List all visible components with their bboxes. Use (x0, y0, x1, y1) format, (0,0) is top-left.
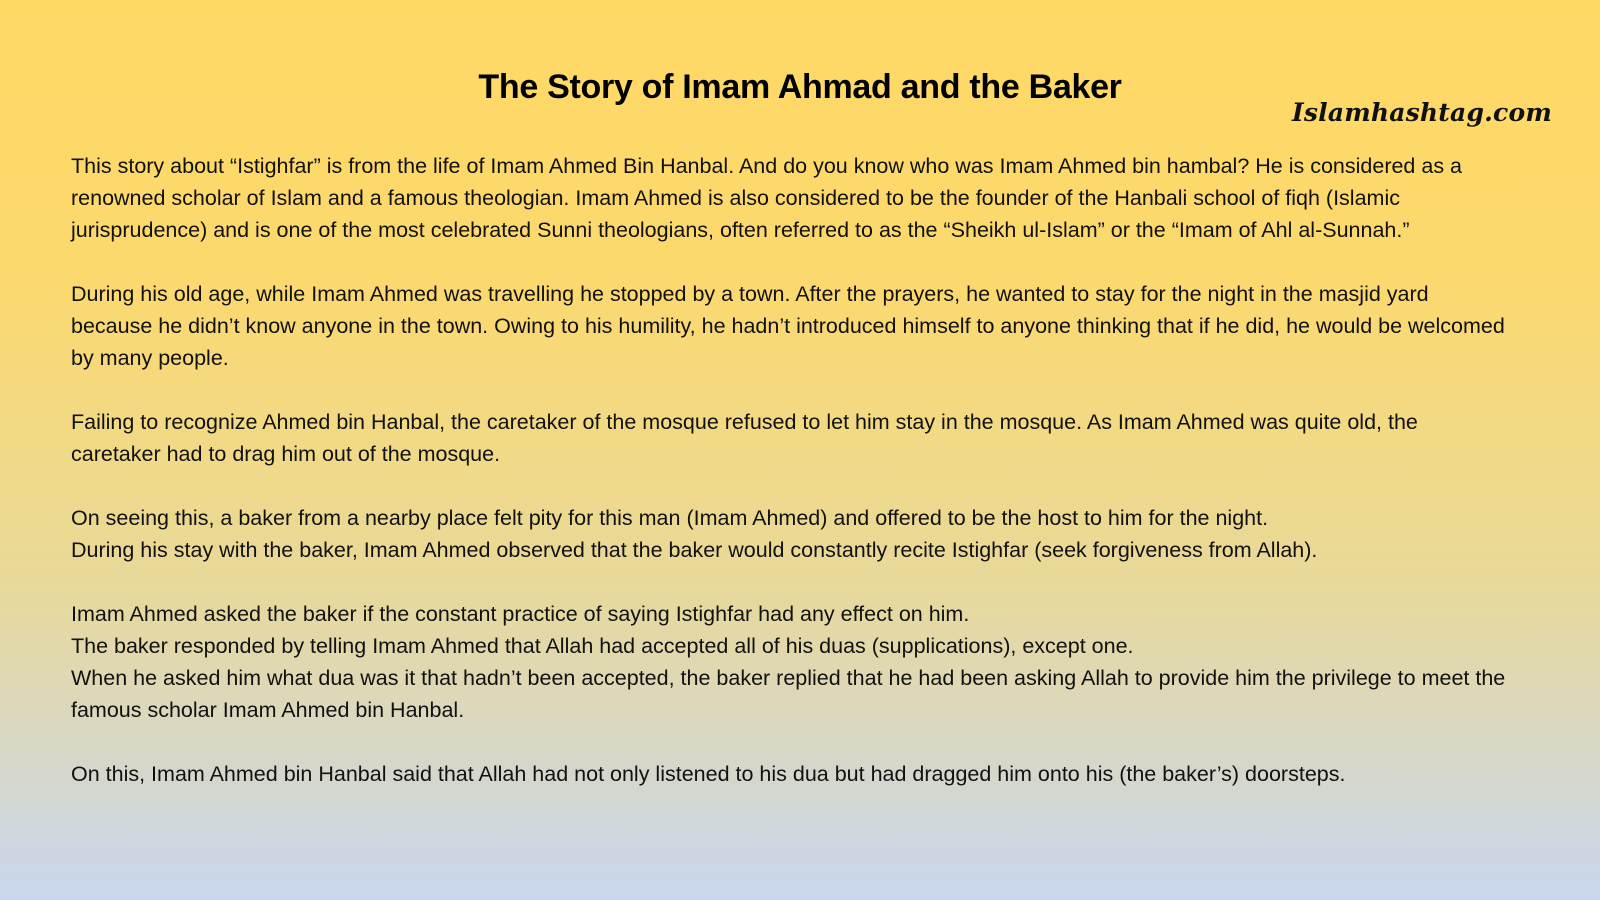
paragraph-line: Imam Ahmed asked the baker if the constant practice of saying Istighfar had any effect on him. (71, 602, 970, 626)
paragraph-line: Failing to recognize Ahmed bin Hanbal, the caretaker of the mosque refused to let him stay in the mosque. As Imam Ahmed was quite old, the caretaker had to drag him out of the mosque. (71, 410, 1418, 466)
paragraph-line: When he asked him what dua was it that hadn’t been accepted, the baker replied that he had been asking Allah to provide him the privilege to meet the famous scholar Imam Ahmed bin Hanbal. (71, 666, 1506, 722)
paragraph-1 (71, 150, 1511, 246)
paragraph-2 (71, 278, 1511, 374)
paragraph-line: During his stay with the baker, Imam Ahmed observed that the baker would constantly recite Istighfar (seek forgiveness from Allah). (71, 538, 1318, 562)
paragraph-5 (71, 598, 1511, 726)
site-watermark: Islamhashtag.com (1291, 98, 1552, 127)
paragraph-6 (71, 758, 1511, 790)
paragraph-line: The baker responded by telling Imam Ahmed that Allah had accepted all of his duas (supplications), except one. (71, 634, 1134, 658)
paragraph-line: On seeing this, a baker from a nearby place felt pity for this man (Imam Ahmed) and offered to be the host to him for the night. (71, 506, 1269, 530)
paragraph-line: On this, Imam Ahmed bin Hanbal said that Allah had not only listened to his dua but had dragged him onto his (the baker’s) doorsteps. (71, 762, 1346, 786)
paragraph-3 (71, 406, 1511, 470)
paragraph-line: This story about “Istighfar” is from the life of Imam Ahmed Bin Hanbal. And do you know who was Imam Ahmed bin hambal? He is considered as a renowned scholar of Islam and a famous theologian. Imam Ahmed is also considered to be the founder of the Hanbali school of fiqh (Islamic jurisprudence) and is one of the most celebrated Sunni theologians, often referred to as the “Sheikh ul-Islam” or the “Imam of Ahl al-Sunnah.” (71, 154, 1463, 242)
paragraph-4 (71, 502, 1511, 566)
page-title: The Story of Imam Ahmad and the Baker (478, 68, 1122, 106)
paragraph-line: During his old age, while Imam Ahmed was travelling he stopped by a town. After the prayers, he wanted to stay for the night in the masjid yard because he didn’t know anyone in the town. Owing to his humility, he hadn’t introduced himself to anyone thinking that if he did, he would be welcomed by many people. (71, 282, 1505, 370)
story-body (71, 150, 1511, 790)
